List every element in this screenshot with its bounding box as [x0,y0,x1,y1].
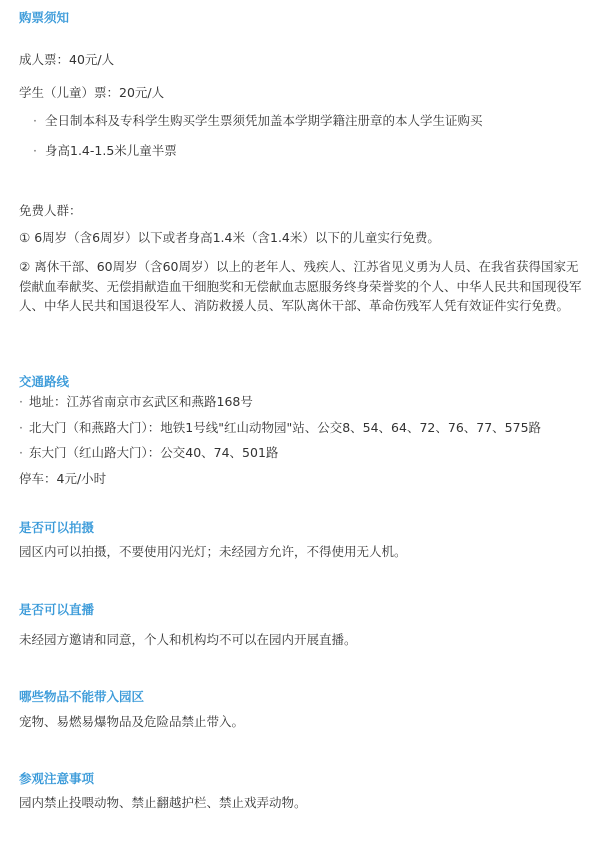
east-gate-text: 东大门（红山路大门）：公交40、74、501路 [29,445,279,460]
ticket-note-item [33,111,483,129]
banned-items-heading: 哪些物品不能带入园区 [19,689,145,704]
ticket-note-text: 全日制本科及专科学生购买学生票须凭加盖本学期学籍注册章的本人学生证购买 [45,113,483,128]
item-number: ② [19,259,31,274]
parking-fee: 停车：4元/小时 [19,471,107,486]
live-policy-text: 未经园方邀请和同意，个人和机构均不可以在园内开展直播。 [19,632,357,647]
north-gate-text: 北大门（和燕路大门）：地铁1号线"红山动物园"站、公交8、54、64、72、76、77、575路 [29,420,542,435]
transport-heading: 交通路线 [19,374,70,389]
ticket-note-text: 身高1.4-1.5米儿童半票 [45,143,177,158]
student-ticket-price: 学生（儿童）票：20元/人 [19,85,165,100]
address-line [19,392,253,410]
east-gate-line [19,443,278,461]
free-admission-text: 6周岁（含6周岁）以下或者身高1.4米（含1.4米）以下的儿童实行免费。 [34,230,440,245]
live-heading: 是否可以直播 [19,602,95,617]
ticket-note-item [33,141,177,159]
tickets-heading: 购票须知 [19,10,70,25]
item-number: ① [19,230,31,245]
bullet-dot-icon: · [19,394,23,409]
address-text: 地址：江苏省南京市玄武区和燕路168号 [29,394,253,409]
free-admission-item [19,257,585,316]
visit-notice-text: 园内禁止投喂动物、禁止翻越护栏、禁止戏弄动物。 [19,795,307,810]
photo-heading: 是否可以拍摄 [19,520,95,535]
bullet-dot-icon: · [33,113,37,128]
bullet-dot-icon: · [19,420,23,435]
bullet-dot-icon: · [33,143,37,158]
visit-notice-heading: 参观注意事项 [19,771,95,786]
banned-items-text: 宠物、易燃易爆物品及危险品禁止带入。 [19,714,245,729]
free-admission-title: 免费人群： [19,203,82,218]
adult-ticket-price: 成人票：40元/人 [19,52,115,67]
bullet-dot-icon: · [19,445,23,460]
north-gate-line [19,418,541,436]
free-admission-text: 离休干部、60周岁（含60周岁）以上的老年人、残疾人、江苏省见义勇为人员、在我省获得国家无偿献血奉献奖、无偿捐献造血干细胞奖和无偿献血志愿服务终身荣誉奖的个人、中华人民共和国现役军人、中华人民共和国退役军人、消防救援人员、军队离休干部、革命伤残军人凭有效证件实行免费。 [19,259,582,313]
free-admission-item [19,228,585,248]
photo-policy-text: 园区内可以拍摄，不要使用闪光灯；未经园方允许，不得使用无人机。 [19,544,407,559]
